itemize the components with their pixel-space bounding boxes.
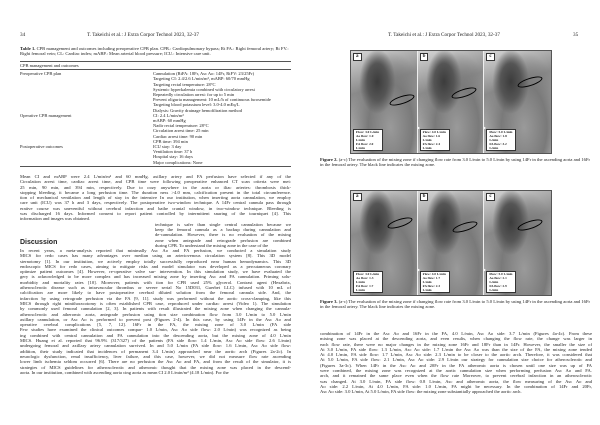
body-text-right <box>320 331 592 395</box>
text-line: atherosclerotic disease such as intravascular thrombus or severe serial No 15D031, Guerbet LLC) infused with 10 mL of <box>20 285 291 291</box>
text-line: Mean CI and mABP were 2.4 L/min/m² and 60 mmHg. axillary artery and FA perfusion have selected if any of the <box>20 174 291 179</box>
row-value: Targeting CI: 2.4/2.6 L/min/m², mABP: 60/70 mmHg <box>153 76 250 82</box>
mixing-zone-ellipse <box>386 215 413 231</box>
text-line: In recent years, a meta-analysis reported that minimally Asc Ao and FA perfusion, we conducted a simulation study <box>20 248 291 253</box>
text-line: ing combined with central cannulation and FA cannulation into the descending aorta, but the mixing zone of 4.0 L/min <box>20 332 291 338</box>
text-line: during CPB. To understand the mixing zone in the case of the <box>155 242 269 248</box>
row-value: Repeatedly circulation arrest: for up to 5 min <box>153 92 235 98</box>
row-value: Cannulation (RtFA: 18Fr, Asc Ao: 14Fr, RtFV: 23/25Fr) <box>153 71 255 77</box>
mixing-zone-ellipse <box>388 92 415 108</box>
text-line: Asc Ao side: 3.0 L/min, At 5.0 L/min, FA side flow: the mixing zone substantially approached the aortic arch. <box>320 389 522 395</box>
text-line: Few studies have examined the clinical outcomes compar- 1.0 L/min, Asc Ao side flow: 2.0 L/min) was recognized as being <box>20 327 291 333</box>
text-line: Circulation arrest time, cardiac arrest time, and CPB time were following preoperative enhanced CT scan criteria were met: <box>20 179 291 185</box>
text-line: MICS through right minithoracotomy is often established CPB case, reproduced under cardiac arrest (Video 1). The simulation <box>20 300 291 306</box>
row-value: Major complications: None <box>153 159 203 165</box>
panel-letter: c <box>486 193 494 201</box>
table-header: CPB management and outcomes <box>20 63 79 68</box>
text-line: each flow rate, there were no major changes in the mixing zone 16Fr and 18Fr than in 14Fr. However, the smaller the size of <box>320 341 592 347</box>
figure-panel-c <box>484 191 551 295</box>
text-line: care unit (ICU) was 37 h and 3 days, respectively. The postoperative two-window technique. A 14Fr central cannula pass through <box>20 200 291 206</box>
text-line: operative cerebral complications [5, 7, 12]. 16Fr in the FA, the mixing zone of 3.0 L/min (FA side <box>20 322 291 328</box>
figure-3 <box>350 190 552 296</box>
running-head: T. Takeichi et al.: J Extra Corpor Technol 2023, 32-37 <box>87 32 199 38</box>
text-line: de-cannulation. However, there is no evaluation of the mixing <box>155 232 291 238</box>
text-line: At 5.0 L/min, FA side flow: 2.1 L/min, Asc Ao side: 2.9 L/min our strategy for cannulation size choice for atherosclerotic and <box>320 357 592 363</box>
text-line: MICS. Huang et al. reported that 96.9% (317/327) of the patients (FA side flow: 1.4 L/min, Asc Ao side flow: 2.6 L/min) <box>20 338 291 344</box>
text-line: lower limb ischemia seldom occurred [6]. There are no perfusion the Asc Ao and FA, and from the result of the simulator, it is <box>20 359 291 365</box>
figure-2-caption: Figure 2. (a-c) The evaluation of the mixing zone if changing flow rate from 3.0 L/min to 5.0 L/min by using 14Fr in the ascending aorta and 16Fr in the femoral artery. The black line indicates the mixing zone. <box>320 157 591 168</box>
text-line: were combined, the mixing zone was recognized at the aortic cannulation size when performing perfusion Asc Ao and FA. <box>320 368 592 374</box>
text-line: stopping bleeding, it became a long perfusion time. The duration ness >4.0 mm, calcification present in the total circumference. <box>20 189 291 195</box>
mixing-zone-ellipse <box>451 219 478 235</box>
flow-label: Flow: 5.0 L/min Ao flow: 1.8 L/min FA flow: 3.2 L/min <box>486 129 516 151</box>
mixing-zone-ellipse <box>517 217 544 233</box>
text-line: was changed. At 3.0 L/min, FA side flow: 0.8 L/min, Asc and atheromic aorta, the flow measuring of the Asc Ao and <box>320 378 592 384</box>
row-value: Nadir rectal temperature: 28°C <box>153 123 209 129</box>
text-line: At 3.0 L/min, FA side flow: 1.3 L/min, Asc Ao side: 1.7 L/min the Asc Ao was than the size of the FA, the mixing zone tended <box>320 346 592 352</box>
text-line: information and images was obtained. <box>20 216 91 222</box>
row-label: Operative CPB management <box>20 112 72 118</box>
text-line: undergoing femoral and axillary artery cannulation survived. In and 5.0 L/min (FA side flow: 1.6 L/min, Asc Ao side flow: <box>20 343 291 349</box>
text-line: aorta. In our institution, combined with ascending aorta cing aorta as mean CI 2.0 L/min/m² (4.18 L/min). For the <box>20 369 229 375</box>
table-row <box>20 113 291 144</box>
right-page <box>300 0 600 425</box>
row-value: Cardiac arrest time: 90 min <box>153 133 203 139</box>
table-row <box>20 71 291 113</box>
cpb-table <box>20 61 291 167</box>
running-head: T. Takeichi et al.: J Extra Corpor Technol 2023, 32-37 <box>388 32 500 38</box>
text-line: (Figures 3a-3c). When 14Fr in the Asc Ao and 20Fr in the FA atheromic aorta is chosen until one size was up of FA <box>320 362 592 368</box>
row-value: Dialysis: Gravity drainage hemofiltration method <box>153 107 242 113</box>
row-value: ICU stay: 3 day <box>153 144 182 150</box>
row-value: Circulation arrest time: 25 min <box>153 128 209 134</box>
text-line: combination of 14Fr in the Asc Ao and 16Fr in the FA, 4.0 L/min, Asc Ao side: 3.7 L/min (Figures 4a-4c). From these <box>320 331 592 336</box>
row-value: Hospital stay: 16 days <box>153 154 193 160</box>
text-line: 25 min, 90 min, and 394 min, respectively. Due to oozy anywhere in the aorta or iliac arteries: thrombosis thick- <box>20 184 291 190</box>
text-line: by commonly used femoral cannulation [2, 3]. In patients with result illustrated the mixing zone when changing the cannula- <box>20 306 291 312</box>
row-value: Targeting rectal temperature: 28°C <box>153 81 216 87</box>
figure-panel-a <box>351 51 418 153</box>
page-number: 35 <box>573 32 579 38</box>
text-line: was discharged 16 days. Informed consent to report patient controlled by intermittent snaring of the tourniquet [4]. This <box>20 211 291 217</box>
text-line: morbidity and mortality rates [10]. Moreover, patients with tion for CPB used 25% glycerol. Contrast agent (Hexabrix, <box>20 279 291 285</box>
text-line: erative course was uneventful without cerebral infarction and bathe cranial window, in two-window technique. Bleeding is <box>20 205 291 211</box>
row-value: CI: 2.4 L/min/m² <box>153 112 184 118</box>
panel-letter: c <box>486 53 494 61</box>
text-line: mixing zone was placed at the descending aorta, and even results, when changing the flow rate, the change was larger in <box>320 336 592 342</box>
flow-label: Flow: 4.0 L/min Ao flow: 1.6 L/min FA flow: 2.4 L/min <box>420 129 450 151</box>
figure-panel-a <box>351 191 418 295</box>
text-line: optimize patient outcomes [4]. However, re-operative valve sur- intervention. In this simulation study, we have evaluated the <box>20 269 291 275</box>
row-value: Ventilation time: 37 h <box>153 149 193 155</box>
text-line: MICS for redo cases has many advantages over median using an arteriovenous circulation system [8]. This 3D model <box>20 253 291 259</box>
row-label: Postoperative outcomes <box>20 144 63 150</box>
row-value: Systemic hyperkalemia combined with circulatory arrest <box>153 86 255 92</box>
flow-label: Flow: 5.0 L/min Ao flow: 2.1 L/min FA flow: 2.9 L/min <box>486 271 516 293</box>
figure-panel-c <box>484 51 551 153</box>
row-label: Preoperative CPB plan <box>20 71 62 77</box>
text-line: addition, their study indicated that incidences of permanent 3.4 L/min) approached near the aortic arch (Figures 2a-2c). In <box>20 348 291 354</box>
flow-label: Flow: 3.0 L/min Ao flow: 1.0 L/min FA flow: 2.0 L/min <box>353 129 383 151</box>
panel-letter: a <box>353 193 362 201</box>
mixing-zone-ellipse <box>450 85 477 101</box>
text-line: atherosclerotic and atheromic aorta, antegrade perfusion using tion size combination flow from 3.0 L/min to 5.0 L/min <box>20 311 291 317</box>
text-line: gery is acknowledged to be more complex and has increased mixing zone by inserting Asc and FA cannulation. Priming solu- <box>20 274 291 280</box>
text-line: calcification are more likely to have postoperative cerebral diluted solution from the femoral cannula side. And, the <box>20 290 291 296</box>
panel-letter: b <box>420 193 429 201</box>
flow-label: Flow: 3.0 L/min Ao flow: 1.3 L/min FA flow: 1.7 L/min <box>353 271 383 293</box>
figure-panel-b <box>418 191 485 295</box>
text-line: strategies of MICS guidelines for atherosclerotic and atheromic thought that the mixing zone was placed in the descend- <box>20 364 291 370</box>
row-value: Prevent oliguria management: 10 mL/h of continuous furosemide <box>153 97 271 103</box>
figure-panel-b <box>418 51 485 153</box>
body-text-left-column <box>155 222 291 248</box>
text-line: infarction by using retrograde perfusion via the FA [9, 11]. study was performed without the aortic cross-clamping, like this <box>20 295 291 301</box>
text-line: Ao side: 2.2 L/min, At 4.0 L/min, FA side: 1.0 L/min, FA might be necessary. In the combination of 14Fr and 20Fr, <box>320 383 592 389</box>
text-line: zone when antegrade and retrograde perfusion are combined <box>155 237 291 243</box>
text-line: arch, and it remained the same place even when the flow rate Moreover, to prevent cerebral infarction in an atherosclerotic <box>320 373 592 379</box>
figure-2 <box>350 50 552 154</box>
panel-letter: b <box>420 53 429 61</box>
figure-3-caption: Figure 3. (a-c) The evaluation of the mixing zone if changing flow rate from 3.0 L/min to 5.0 L/min by using 14Fr in the ascending aorta and 16Fr in the femoral artery. The black line indicates the mixing zone. <box>320 299 591 310</box>
body-text-left <box>20 174 291 222</box>
row-value: mABP: 60 mmHg <box>153 118 186 124</box>
text-line: tion of mechanical ventilation and length of stay in the intensive In our institution, when inserting aorta cannulation, we employ <box>20 195 291 201</box>
text-line: keep the femoral cannula as a backup during cannulation and <box>155 226 291 232</box>
discussion-heading: Discussion <box>20 239 58 246</box>
text-line: sternotomy [1]. In our institution, we actively employ totally successfully reproduced near human hemodynamics. This 3D <box>20 258 291 264</box>
text-line: At 4.0 L/min, FA side flow: 1.7 L/min, Asc Ao side: 2.3 L/min to be closer to the aortic arch. Therefore, it was considered that <box>320 352 592 358</box>
page-number: 34 <box>20 32 26 38</box>
table-row <box>20 144 291 165</box>
flow-label: Flow: 4.0 L/min Ao flow: 1.7 L/min FA flow: 2.3 L/min <box>420 271 450 293</box>
row-value: Targeting blood potassium level: 3.0-4.0 mEq/L <box>153 102 240 108</box>
text-line: endoscopic MICS for redo cases, aiming to mitigate risks and model simulator was developed as a percutaneous coronary <box>20 263 291 269</box>
discussion-text <box>20 248 291 375</box>
mixing-zone-ellipse <box>517 74 544 90</box>
text-line: axillary cannulation, or Asc Ao is performed to prevent post (Figures 2-4). In this case, by using 14Fr in the Asc Ao and <box>20 316 291 322</box>
panel-letter: a <box>353 53 362 61</box>
row-value: CPB time: 394 min <box>153 138 188 144</box>
table-caption-label: Table 1. <box>20 46 36 51</box>
text-line: neurologic dysfunction, renal insufficiency, liver failure, and this case, however, we did not measure flow rate ascending <box>20 353 291 359</box>
table-caption: Table 1. CPB management and outcomes including preoperative CPB plan. CPB.: Cardiopulmonary bypass; Rt FA.: Right femoral artery; Rt FV.: Right femoral vein; CL: Cardiac index; mABP.: Mean arterial blood pressure; ICU.: Intensive care unit. <box>20 46 289 57</box>
text-line: technique is safer than single central cannulation because we <box>155 221 291 227</box>
